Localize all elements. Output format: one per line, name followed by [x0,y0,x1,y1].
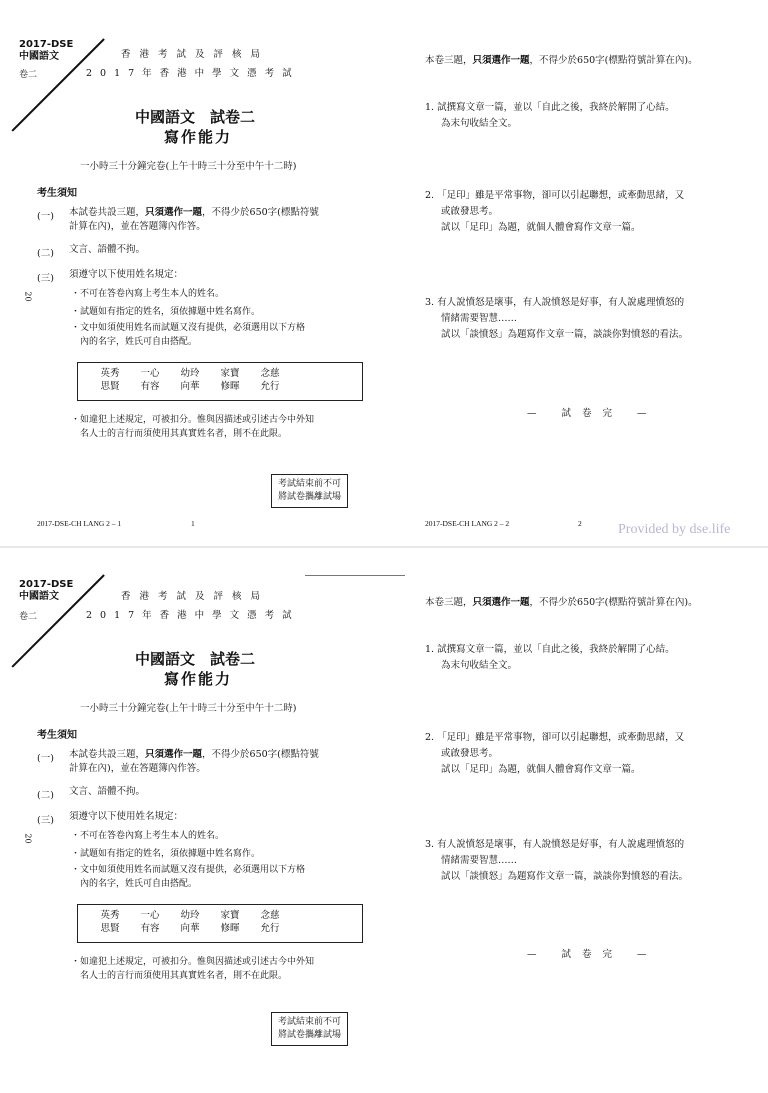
watermark-text: Provided by dse.life [618,522,731,537]
name-cell: 有容 [140,381,160,392]
instruction-item-3: 須遵守以下使用姓名規定： [69,269,184,280]
name-cell: 修暉 [220,923,240,934]
paper-subtitle: 寫作能力 [164,128,233,146]
side-number: 20 [23,833,33,844]
item-number: (三) [37,273,54,284]
name-cell: 一心 [140,368,160,379]
rule-bullet-1: ・不可在答卷內寫上考生本人的姓名。 [71,831,225,841]
instruction-item-1: 本試卷共設三題，只須選作一題，不得少於650字(標點符號 計算在內)，並在答題簿內作答。 [69,207,319,232]
paper-title: 中國語文 試卷二 [135,650,256,668]
name-list-box [77,362,363,401]
end-of-paper-mark: — 試卷完 — [527,949,658,960]
exam-authority: 香港考試及評核局 [121,49,270,60]
instructions-heading: 考生須知 [37,188,77,199]
exam-end-notice: 考試結束前不可 將試卷攜離試場 [271,1012,348,1046]
paper-subtitle: 寫作能力 [164,670,233,688]
paper-label: 卷二 [19,70,38,80]
question-3: 3. 有人說憤怒是壞事，有人說憤怒是好事，有人說處理憤怒的 情緒需要智慧…… 試以「談憤怒」為題寫作文章一篇，談談你對憤怒的看法。 [425,839,689,882]
instruction-item-2: 文言、語體不拘。 [69,786,146,797]
rule-bullet-2: ・試題如有指定的姓名，須依據題中姓名寫作。 [71,849,261,859]
footer-code-right: 2017-DSE-CH LANG 2 – 2 [425,519,510,528]
question-1: 1. 試撰寫文章一篇，並以「自此之後，我終於解開了心結。 為末句收結全文。 [425,102,675,129]
exam-sheet-top [0,0,768,545]
name-cell: 思賢 [100,381,120,392]
item-number: (三) [37,815,54,826]
exam-sheet-bottom [0,548,768,1093]
name-cell: 幼玲 [180,368,200,379]
name-cell: 有容 [140,923,160,934]
name-cell: 向華 [180,381,200,392]
subject-short: 中國語文 [19,51,59,62]
paper-code: 2017-DSE [19,39,74,50]
name-cell: 英秀 [100,368,120,379]
name-cell: 思賢 [100,923,120,934]
exam-end-notice: 考試結束前不可 將試卷攜離試場 [271,474,348,508]
name-cell: 修暉 [220,381,240,392]
name-cell: 向華 [180,923,200,934]
answer-instruction: 本卷三題，只須選作一題，不得少於650字(標點符號計算在內)。 [425,55,698,66]
question-2: 2. 「足印」雖是平常事物，卻可以引起聯想，或牽動思緒，又 或啟發思考。 試以「足印」為題，就個人體會寫作文章一篇。 [425,190,685,233]
exam-line: 2017年香港中學文憑考試 [86,68,300,79]
name-cell: 家寶 [220,368,240,379]
exam-authority: 香港考試及評核局 [121,591,270,602]
end-of-paper-mark: — 試卷完 — [527,408,658,419]
paper-code: 2017-DSE [19,579,74,590]
rule-bullet-2: ・試題如有指定的姓名，須依據題中姓名寫作。 [71,307,261,317]
name-cell: 英秀 [100,910,120,921]
name-cell: 允行 [260,381,280,392]
top-rule-line [305,575,405,576]
question-3: 3. 有人說憤怒是壞事，有人說憤怒是好事，有人說處理憤怒的 情緒需要智慧…… 試以「談憤怒」為題寫作文章一篇，談談你對憤怒的看法。 [425,297,689,340]
rule-bullet-3: ・文中如須使用姓名而試題又沒有提供，必須選用以下方格 內的名字，姓氏可自由搭配。 [71,323,306,347]
instructions-heading: 考生須知 [37,730,77,741]
exam-duration: 一小時三十分鐘完卷(上午十時三十分至中午十二時) [80,161,297,172]
instruction-item-1: 本試卷共設三題，只須選作一題，不得少於650字(標點符號 計算在內)，並在答題簿內作答。 [69,749,319,774]
name-cell: 念慈 [260,368,280,379]
rule-bullet-4: ・如違犯上述規定，可被扣分。惟與因描述或引述古今中外知 名人士的言行而須使用其真實姓名者，則不在此限。 [71,415,315,439]
item-number: (一) [37,753,54,764]
rule-bullet-4: ・如違犯上述規定，可被扣分。惟與因描述或引述古今中外知 名人士的言行而須使用其真實姓名者，則不在此限。 [71,957,315,981]
page-number-right: 2 [578,519,582,528]
item-number: (二) [37,248,54,259]
side-number: 20 [23,291,33,302]
name-cell: 允行 [260,923,280,934]
name-cell: 一心 [140,910,160,921]
footer-code-left: 2017-DSE-CH LANG 2 – 1 [37,519,122,528]
paper-title: 中國語文 試卷二 [135,108,256,126]
paper-label: 卷二 [19,612,38,622]
instruction-item-3: 須遵守以下使用姓名規定： [69,811,184,822]
subject-short: 中國語文 [19,591,59,602]
name-list-box [77,904,363,943]
instruction-item-2: 文言、語體不拘。 [69,244,146,255]
exam-line: 2017年香港中學文憑考試 [86,610,300,621]
name-cell: 念慈 [260,910,280,921]
item-number: (一) [37,211,54,222]
rule-bullet-3: ・文中如須使用姓名而試題又沒有提供，必須選用以下方格 內的名字，姓氏可自由搭配。 [71,865,306,889]
page-number-left: 1 [191,519,195,528]
question-2: 2. 「足印」雖是平常事物，卻可以引起聯想，或牽動思緒，又 或啟發思考。 試以「足印」為題，就個人體會寫作文章一篇。 [425,732,685,775]
name-cell: 幼玲 [180,910,200,921]
answer-instruction: 本卷三題，只須選作一題，不得少於650字(標點符號計算在內)。 [425,597,698,608]
name-cell: 家寶 [220,910,240,921]
exam-duration: 一小時三十分鐘完卷(上午十時三十分至中午十二時) [80,703,297,714]
rule-bullet-1: ・不可在答卷內寫上考生本人的姓名。 [71,289,225,299]
item-number: (二) [37,790,54,801]
question-1: 1. 試撰寫文章一篇，並以「自此之後，我終於解開了心結。 為末句收結全文。 [425,644,675,671]
